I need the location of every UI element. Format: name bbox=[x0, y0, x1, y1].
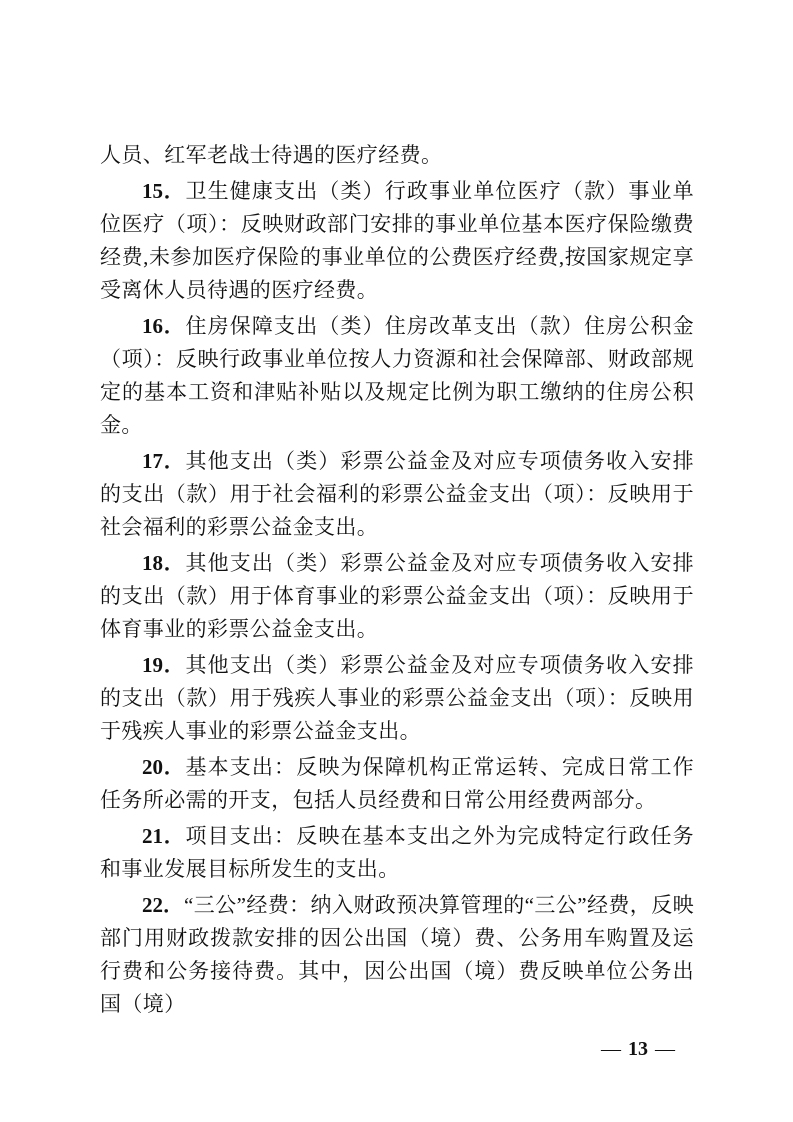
paragraph-item-20 bbox=[100, 751, 694, 817]
paragraph-item-22 bbox=[100, 889, 694, 1021]
item-text-21: 项目支出：反映在基本支出之外为完成特定行政任务和事业发展目标所发生的支出。 bbox=[100, 824, 694, 881]
item-text-22: “三公”经费：纳入财政预决算管理的“三公”经费，反映部门用财政拨款安排的因公出国（境）费、公务用车购置及运行费和公务接待费。其中，因公出国（境）费反映单位公务出国（境） bbox=[100, 893, 695, 1016]
item-number-17: 17． bbox=[142, 449, 186, 473]
document-body bbox=[100, 136, 694, 1024]
item-text-17: 其他支出（类）彩票公益金及对应专项债务收入安排的支出（款）用于社会福利的彩票公益金支出（项）：反映用于社会福利的彩票公益金支出。 bbox=[100, 449, 694, 539]
item-number-19: 19． bbox=[142, 653, 186, 677]
item-text-16: 住房保障支出（类）住房改革支出（款）住房公积金（项）：反映行政事业单位按人力资源和社会保障部、财政部规定的基本工资和津贴补贴以及规定比例为职工缴纳的住房公积金。 bbox=[100, 314, 694, 437]
item-text-18: 其他支出（类）彩票公益金及对应专项债务收入安排的支出（款）用于体育事业的彩票公益金支出（项）：反映用于体育事业的彩票公益金支出。 bbox=[100, 551, 694, 641]
page-number: 13 bbox=[628, 1038, 648, 1060]
item-number-21: 21． bbox=[142, 824, 186, 848]
item-number-22: 22． bbox=[142, 893, 185, 917]
item-number-20: 20． bbox=[142, 755, 186, 779]
page-footer bbox=[0, 1037, 675, 1061]
item-text-19: 其他支出（类）彩票公益金及对应专项债务收入安排的支出（款）用于残疾人事业的彩票公益金支出（项）：反映用于残疾人事业的彩票公益金支出。 bbox=[100, 653, 694, 743]
paragraph-continuation: 人员、红军老战士待遇的医疗经费。 bbox=[100, 143, 443, 167]
paragraph-item-21 bbox=[100, 820, 694, 886]
footer-dash-left: — bbox=[601, 1038, 621, 1060]
item-number-15: 15． bbox=[142, 179, 186, 203]
paragraph-item-15 bbox=[100, 175, 694, 307]
footer-dash-right: — bbox=[655, 1038, 675, 1060]
item-number-18: 18． bbox=[142, 551, 186, 575]
item-text-15: 卫生健康支出（类）行政事业单位医疗（款）事业单位医疗（项）：反映财政部门安排的事业单位基本医疗保险缴费经费,未参加医疗保险的事业单位的公费医疗经费,按国家规定享受离休人员待遇的医疗经费。 bbox=[100, 179, 694, 302]
item-text-20: 基本支出：反映为保障机构正常运转、完成日常工作任务所必需的开支，包括人员经费和日常公用经费两部分。 bbox=[100, 755, 694, 812]
paragraph-item-18 bbox=[100, 547, 694, 646]
paragraph-item-17 bbox=[100, 445, 694, 544]
item-number-16: 16． bbox=[142, 314, 186, 338]
paragraph-item-16 bbox=[100, 310, 694, 442]
paragraph-item-19 bbox=[100, 649, 694, 748]
